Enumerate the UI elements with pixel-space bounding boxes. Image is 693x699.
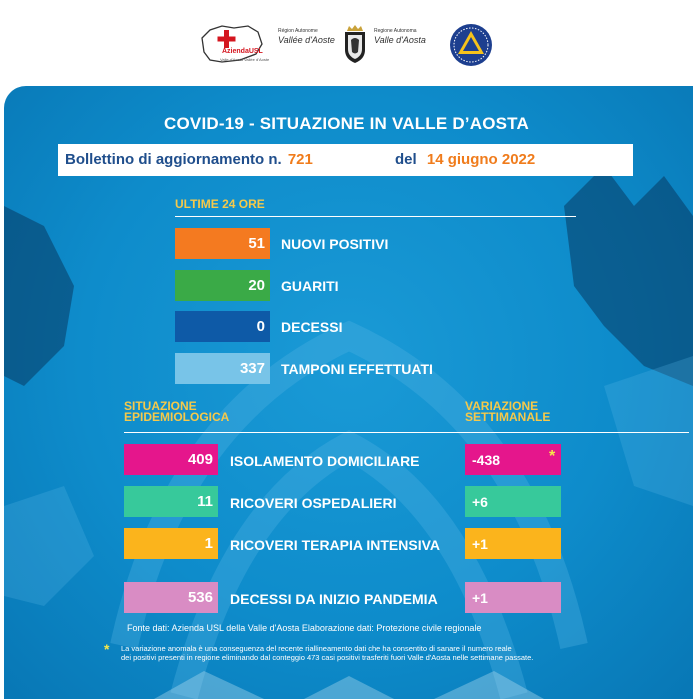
blue-panel <box>4 86 693 699</box>
bulletin-date: 14 giugno 2022 <box>426 151 536 168</box>
bulletin-box <box>58 144 633 176</box>
last24-divider <box>175 216 576 217</box>
pandemic-deaths-variation-box <box>465 582 561 613</box>
home-isolation-bar <box>124 444 218 475</box>
recovered-value: 20 <box>248 277 265 294</box>
icu-variation-box <box>465 528 561 559</box>
pandemic-deaths-variation: +1 <box>472 590 488 606</box>
footnote-line2: dei positivi presenti in regione eliminando dal conteggio 473 casi positivi trasferiti fuori Valle d'Aosta nelle settimane passate. <box>121 653 534 662</box>
new-positive-value: 51 <box>248 235 265 252</box>
region-logo-it <box>374 28 438 62</box>
recovered-bar <box>175 270 270 301</box>
region-logo-fr <box>278 28 342 62</box>
swabs-value: 337 <box>239 360 265 377</box>
hospital-label: RICOVERI OSPEDALIERI <box>230 495 397 511</box>
icu-label: RICOVERI TERAPIA INTENSIVA <box>230 537 441 553</box>
icu-bar <box>124 528 218 559</box>
icu-value: 1 <box>204 535 213 552</box>
region2-big-text: Valle d'Aosta <box>374 35 426 45</box>
hospital-variation: +6 <box>472 494 488 510</box>
bulletin-label: Bollettino di aggiornamento n. <box>65 151 282 168</box>
situation-heading <box>124 401 229 423</box>
note-star-marker: * <box>104 641 110 657</box>
data-source: Fonte dati: Azienda USL della Valle d'Aosta Elaborazione dati: Protezione civile regionale <box>127 623 482 633</box>
footnote <box>121 644 533 662</box>
swabs-label: TAMPONI EFFETTUATI <box>281 361 433 377</box>
icu-variation: +1 <box>472 536 488 552</box>
home-isolation-label: ISOLAMENTO DOMICILIARE <box>230 453 420 469</box>
home-isolation-variation: -438 <box>472 452 501 468</box>
home-isolation-value: 409 <box>187 451 213 468</box>
pandemic-deaths-value: 536 <box>187 589 213 606</box>
usl-subtitle: Valle d'Aosta Vallée d'Aoste <box>220 57 270 62</box>
variation-heading-line2: SETTIMANALE <box>465 410 551 424</box>
hospital-variation-box <box>465 486 561 517</box>
region-shield-icon <box>341 24 369 64</box>
home-isolation-variation-box <box>465 444 561 475</box>
bulletin-date-line <box>395 151 535 168</box>
deaths-label: DECESSI <box>281 319 343 335</box>
deaths-value: 0 <box>256 318 265 335</box>
new-positive-bar <box>175 228 270 259</box>
bulletin-number: 721 <box>287 151 313 168</box>
last24-heading: ULTIME 24 ORE <box>175 197 265 211</box>
hospital-bar <box>124 486 218 517</box>
region-small-text: Région Autonome <box>278 28 318 34</box>
situation-divider <box>124 432 689 433</box>
bulletin-number-line <box>65 151 313 168</box>
recovered-label: GUARITI <box>281 278 339 294</box>
footnote-line1: La variazione anomala è una conseguenza del recente riallineamento dati che ha consentito di sanare il numero reale <box>121 644 512 653</box>
situation-heading-line1: SITUAZIONE <box>124 399 197 413</box>
swabs-bar <box>175 353 270 384</box>
pandemic-deaths-label: DECESSI DA INIZIO PANDEMIA <box>230 591 438 607</box>
civil-protection-icon <box>449 23 493 67</box>
variation-star-marker: * <box>549 448 556 465</box>
region2-small-text: Regione Autonoma <box>374 28 417 34</box>
usl-name: AziendaUSL <box>222 48 263 55</box>
logo-header <box>0 0 693 86</box>
background-emblem-icon <box>4 86 693 699</box>
new-positive-label: NUOVI POSITIVI <box>281 236 389 252</box>
deaths-bar <box>175 311 270 342</box>
situation-heading-line2: EPIDEMIOLOGICA <box>124 410 230 424</box>
pandemic-deaths-bar <box>124 582 218 613</box>
region-big-text: Vallée d'Aoste <box>278 35 335 45</box>
variation-heading-line1: VARIAZIONE <box>465 399 539 413</box>
bulletin-date-label: del <box>395 151 417 168</box>
variation-heading <box>465 401 550 423</box>
azienda-usl-logo <box>200 22 268 68</box>
hospital-value: 11 <box>197 493 213 510</box>
page-title: COVID-19 - SITUAZIONE IN VALLE D’AOSTA <box>164 114 529 133</box>
